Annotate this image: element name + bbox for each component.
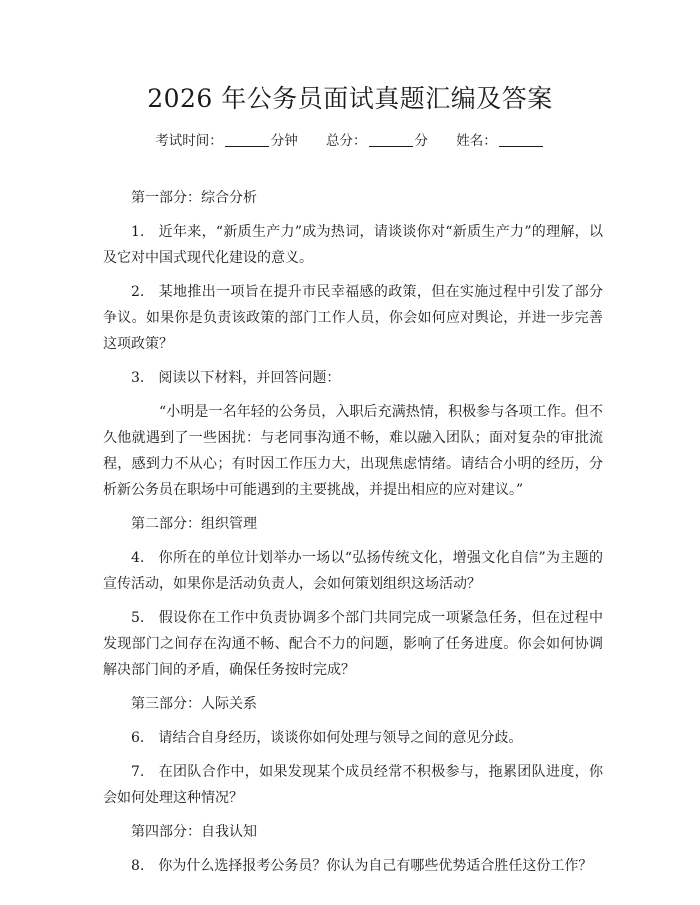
- question-text: 某地推出一项旨在提升市民幸福感的政策，但在实施过程中引发了部分争议。如果你是负责该政策的部门工作人员，你会如何应对舆论，并进一步完善这项政策？: [103, 284, 603, 352]
- question-text: 你所在的单位计划举办一场以“弘扬传统文化，增强文化自信”为主题的宣传活动，如果你是活动负责人，会如何策划组织这场活动？: [103, 550, 603, 592]
- question-number: 5.: [131, 610, 145, 626]
- question-text: 阅读以下材料，并回答问题：: [158, 370, 341, 386]
- question-text: 近年来，“新质生产力”成为热词，请谈谈你对“新质生产力”的理解，以及它对中国式现代化建设的意义。: [103, 224, 603, 266]
- quoted-material: “小明是一名年轻的公务员，入职后充满热情，积极参与各项工作。但不久他就遇到了一些困扰：与老同事沟通不畅，难以融入团队；面对复杂的审批流程，感到力不从心；有时因工作压力大，出现焦虑情绪。请结合小明的经历，分析新公务员在职场中可能遇到的主要挑战，并提出相应的应对建议。”: [103, 404, 603, 498]
- question: [103, 725, 603, 751]
- document-body: [103, 185, 603, 887]
- exam-info-line: [0, 131, 700, 151]
- question-number: 2.: [131, 284, 145, 300]
- question-text: 请结合自身经历，谈谈你如何处理与领导之间的意见分歧。: [158, 730, 523, 746]
- exam-time-unit: 分钟: [270, 133, 298, 149]
- question-text: 你为什么选择报考公务员？你认为自己有哪些优势适合胜任这份工作？: [158, 858, 593, 874]
- exam-time-label: 考试时间：: [155, 133, 223, 149]
- question-number: 1.: [131, 224, 145, 240]
- exam-time-field: [155, 133, 298, 149]
- section-heading: 第三部分：人际关系: [131, 696, 257, 712]
- question-text: 在团队合作中，如果发现某个成员经常不积极参与，拖累团队进度，你会如何处理这种情况？: [103, 764, 603, 806]
- section-heading: 第四部分：自我认知: [131, 824, 257, 840]
- total-score-field: [326, 133, 428, 149]
- total-score-label: 总分：: [326, 133, 367, 149]
- question-number: 8.: [131, 858, 145, 874]
- name-field: [456, 133, 545, 149]
- exam-time-blank: [225, 132, 269, 147]
- question-number: 7.: [131, 764, 145, 780]
- question-text: 假设你在工作中负责协调多个部门共同完成一项紧急任务，但在过程中发现部门之间存在沟通不畅、配合不力的问题，影响了任务进度。你会如何协调解决部门间的矛盾，确保任务按时完成？: [103, 610, 603, 678]
- section-heading: 第一部分：综合分析: [131, 190, 257, 206]
- total-score-unit: 分: [414, 133, 428, 149]
- question: [103, 605, 603, 683]
- question-number: 3.: [131, 370, 145, 386]
- question: [103, 365, 603, 391]
- name-blank: [499, 132, 543, 147]
- question-number: 6.: [131, 730, 145, 746]
- question: [103, 545, 603, 597]
- name-label: 姓名：: [456, 133, 497, 149]
- question: [103, 279, 603, 357]
- question: [103, 219, 603, 271]
- question: [103, 853, 603, 879]
- question-number: 4.: [131, 550, 145, 566]
- page-title: 2026 年公务员面试真题汇编及答案: [147, 84, 553, 113]
- section-heading: 第二部分：组织管理: [131, 516, 257, 532]
- question: [103, 759, 603, 811]
- total-score-blank: [369, 132, 413, 147]
